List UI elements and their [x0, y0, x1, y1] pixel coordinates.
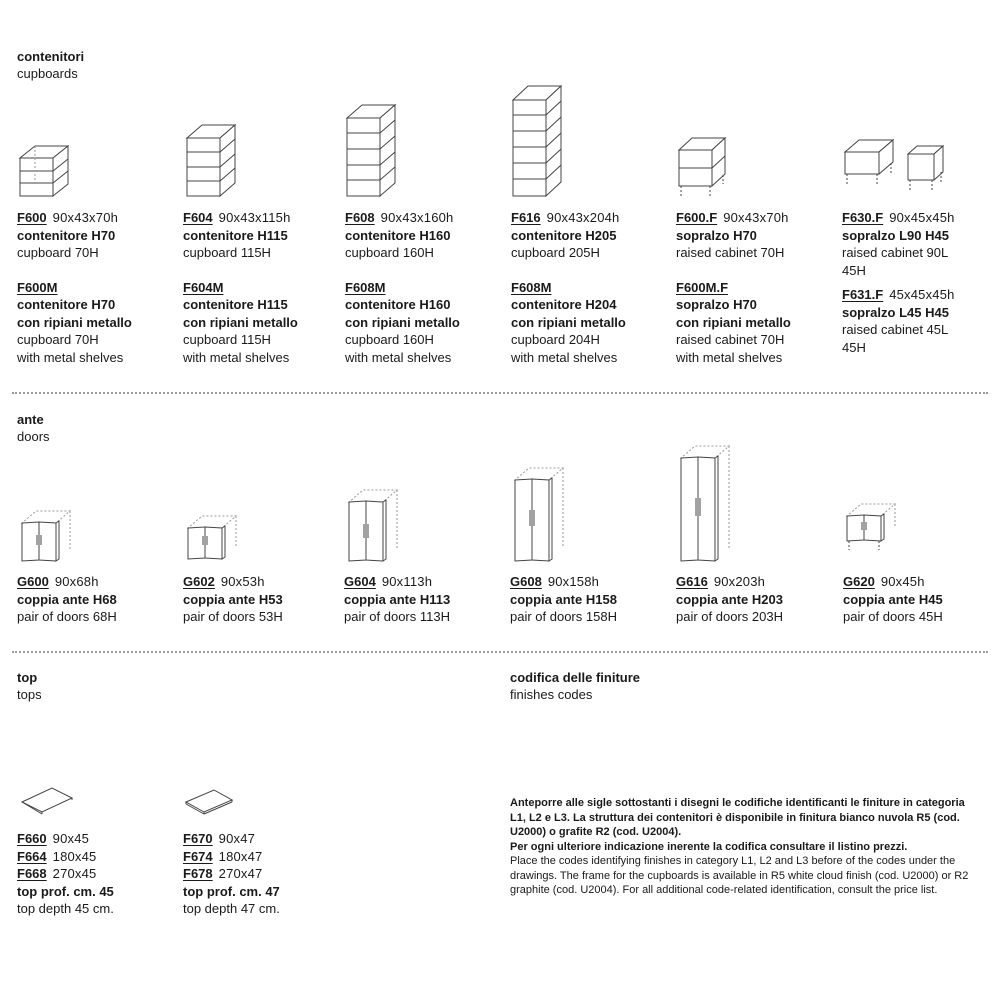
product-name-en: cupboard 115H: [183, 332, 271, 347]
product-name-it: sopralzo L45 H45: [842, 304, 949, 320]
product-name-en: pair of doors 45H: [843, 609, 943, 624]
product-name-it: contenitore H205: [511, 227, 617, 243]
product-dimensions: 90x43x70h: [52, 210, 119, 225]
product-code: F608M: [345, 279, 386, 295]
product-name-en: pair of doors 68H: [17, 609, 117, 624]
product-name-en: with metal shelves: [676, 349, 783, 365]
product-name-it: contenitore H115: [183, 227, 288, 243]
product-name-en: top depth 45 cm.: [17, 901, 114, 916]
cupboard-115h-drawing: [185, 120, 245, 200]
product-name-it: contenitore H115: [183, 297, 288, 312]
cupboard-item-f616: [511, 209, 671, 366]
product-name-it: sopralzo H70: [676, 297, 757, 312]
product-dimensions: 90x45h: [880, 574, 925, 589]
product-name-it: coppia ante H68: [17, 591, 117, 607]
product-name-it: con ripiani metallo: [183, 314, 298, 330]
product-name-en: cupboard 160H: [345, 245, 434, 260]
product-dimensions: 180x47: [218, 848, 263, 864]
product-code: F604M: [183, 279, 224, 295]
product-name-en: with metal shelves: [511, 349, 618, 365]
finishes-text-it: Anteporre alle sigle sottostanti i disegni le codifiche identificanti le finiture in categoria L1, L2 e L3. La struttura dei contenitori è disponibile in finitura bianco nuvola R5 (cod. U2000) o grafite R2 (cod. U2004).: [510, 797, 965, 838]
product-name-en: pair of doors 53H: [183, 609, 283, 624]
product-code: F670: [183, 831, 213, 846]
divider: [12, 651, 988, 653]
section-title-it: contenitori: [17, 49, 85, 64]
section-title-en: finishes codes: [510, 687, 593, 702]
product-code: F600.F: [676, 210, 718, 225]
product-name-en: 45H: [842, 262, 866, 278]
product-code: F630.F: [842, 210, 884, 225]
product-name-it: coppia ante H203: [676, 591, 783, 607]
product-name-it: con ripiani metallo: [676, 314, 791, 330]
product-code: G608: [510, 574, 542, 589]
product-dimensions: 270x47: [218, 866, 263, 881]
product-dimensions: 90x53h: [220, 574, 265, 589]
section-title-cupboards: [17, 48, 84, 82]
section-title-it: codifica delle finiture: [510, 670, 641, 685]
product-name-it: con ripiani metallo: [511, 314, 626, 330]
product-dimensions: 90x68h: [54, 574, 99, 589]
product-name-en: raised cabinet 70H: [676, 332, 785, 347]
product-code: G616: [676, 574, 708, 589]
product-code: F616: [511, 210, 541, 225]
product-code: F600: [17, 210, 47, 225]
finishes-description: [510, 796, 975, 898]
product-code: F668: [17, 866, 47, 881]
product-name-it: sopralzo L90 H45: [842, 227, 949, 243]
finishes-text-it-2: Per ogni ulteriore indicazione inerente la codifica consultare il listino prezzi.: [510, 840, 908, 853]
raised-cabinet-70h-drawing: [677, 132, 737, 202]
product-name-en: with metal shelves: [17, 349, 124, 365]
product-name-en: with metal shelves: [183, 349, 290, 365]
cupboard-item-f608: [345, 209, 505, 366]
doors-53h-drawing: [184, 512, 244, 564]
product-name-it: top prof. cm. 45: [17, 883, 114, 899]
product-dimensions: 90x45x45h: [889, 210, 955, 225]
product-name-it: sopralzo H70: [676, 227, 757, 243]
section-title-en: doors: [17, 429, 50, 444]
product-code: G604: [344, 574, 376, 589]
door-item-g604: [344, 573, 504, 626]
product-code: G620: [843, 574, 875, 589]
product-dimensions: 90x47: [218, 831, 256, 846]
product-name-it: contenitore H70: [17, 297, 116, 312]
product-name-en: cupboard 70H: [17, 332, 99, 347]
section-title-it: ante: [17, 412, 44, 427]
product-name-it: coppia ante H158: [510, 591, 617, 607]
product-name-en: cupboard 160H: [345, 332, 434, 347]
top-item-45: [17, 830, 177, 918]
product-code: F608: [345, 210, 375, 225]
product-name-en: pair of doors 158H: [510, 609, 617, 624]
product-code: F600M.F: [676, 279, 729, 295]
cupboard-160h-drawing: [345, 100, 405, 200]
finishes-text-en: Place the codes identifying finishes in category L1, L2 and L3 before of the codes under the drawings. The frame for the cupboards is available in R5 white cloud finish (cod. U2000) or R2 graphite (cod. U2004). For all additional code-related identification, consult the price list.: [510, 855, 969, 896]
top-45-drawing: [20, 786, 80, 816]
cupboard-205h-drawing: [511, 82, 571, 200]
product-name-en: pair of doors 203H: [676, 609, 783, 624]
product-name-it: contenitore H160: [345, 227, 451, 243]
section-title-tops: [17, 669, 42, 703]
product-code: G600: [17, 574, 49, 589]
cupboard-70h-drawing: [18, 140, 78, 200]
product-code: F604: [183, 210, 213, 225]
top-item-47: [183, 830, 343, 918]
product-name-en: cupboard 205H: [511, 245, 600, 260]
product-dimensions: 90x43x115h: [218, 210, 291, 225]
cupboard-item-f600: [17, 209, 177, 366]
section-title-doors: [17, 411, 50, 445]
door-item-g608: [510, 573, 670, 626]
divider: [12, 392, 988, 394]
door-item-g620: [843, 573, 1000, 626]
product-name-it: contenitore H160: [345, 297, 451, 312]
cupboard-item-f600f: [676, 209, 836, 366]
product-code: F674: [183, 848, 213, 864]
product-name-it: con ripiani metallo: [345, 314, 460, 330]
product-name-it: top prof. cm. 47: [183, 883, 280, 899]
product-name-en: raised cabinet 90L: [842, 245, 949, 260]
doors-113h-drawing: [345, 486, 405, 566]
product-code: F631.F: [842, 287, 884, 302]
section-title-finishes: [510, 669, 640, 703]
door-item-g616: [676, 573, 836, 626]
doors-203h-drawing: [677, 442, 737, 566]
product-code: G602: [183, 574, 215, 589]
product-dimensions: 90x158h: [547, 574, 600, 589]
product-name-it: contenitore H70: [17, 227, 116, 243]
top-47-drawing: [184, 788, 244, 818]
cupboard-item-f604: [183, 209, 343, 366]
product-name-en: with metal shelves: [345, 349, 452, 365]
product-code: F678: [183, 866, 213, 881]
product-name-it: con ripiani metallo: [17, 314, 132, 330]
product-name-it: coppia ante H45: [843, 591, 943, 607]
product-name-it: coppia ante H113: [344, 591, 451, 607]
product-name-en: cupboard 115H: [183, 245, 271, 260]
product-code: F608M: [511, 279, 552, 295]
product-name-en: pair of doors 113H: [344, 609, 450, 624]
product-dimensions: 270x45: [52, 866, 97, 881]
product-dimensions: 45x45x45h: [889, 287, 955, 302]
product-dimensions: 90x43x204h: [546, 210, 620, 225]
product-name-it: coppia ante H53: [183, 591, 283, 607]
product-name-en: cupboard 70H: [17, 245, 99, 260]
product-dimensions: 90x43x160h: [380, 210, 454, 225]
product-name-en: top depth 47 cm.: [183, 901, 280, 916]
raised-cabinet-45l-drawing: [906, 142, 951, 194]
section-title-it: top: [17, 670, 38, 685]
door-item-g602: [183, 573, 343, 626]
product-name-en: cupboard 204H: [511, 332, 600, 347]
doors-45h-drawing: [843, 500, 903, 552]
raised-cabinet-90l-drawing: [843, 134, 903, 194]
product-code: F660: [17, 831, 47, 846]
product-name-en: raised cabinet 45L: [842, 322, 949, 337]
product-name-en: 45H: [842, 339, 866, 355]
product-dimensions: 180x45: [52, 848, 97, 864]
doors-68h-drawing: [18, 505, 78, 565]
product-dimensions: 90x113h: [381, 574, 433, 589]
product-name-it: contenitore H204: [511, 297, 617, 312]
product-dimensions: 90x43x70h: [723, 210, 789, 225]
product-name-en: raised cabinet 70H: [676, 245, 785, 260]
door-item-g600: [17, 573, 177, 626]
doors-158h-drawing: [511, 464, 571, 566]
product-dimensions: 90x203h: [713, 574, 766, 589]
section-title-en: cupboards: [17, 66, 78, 81]
cupboard-item-f630f: [842, 209, 1000, 356]
product-code: F600M: [17, 279, 58, 295]
product-code: F664: [17, 848, 47, 864]
product-dimensions: 90x45: [52, 831, 90, 846]
section-title-en: tops: [17, 687, 42, 702]
